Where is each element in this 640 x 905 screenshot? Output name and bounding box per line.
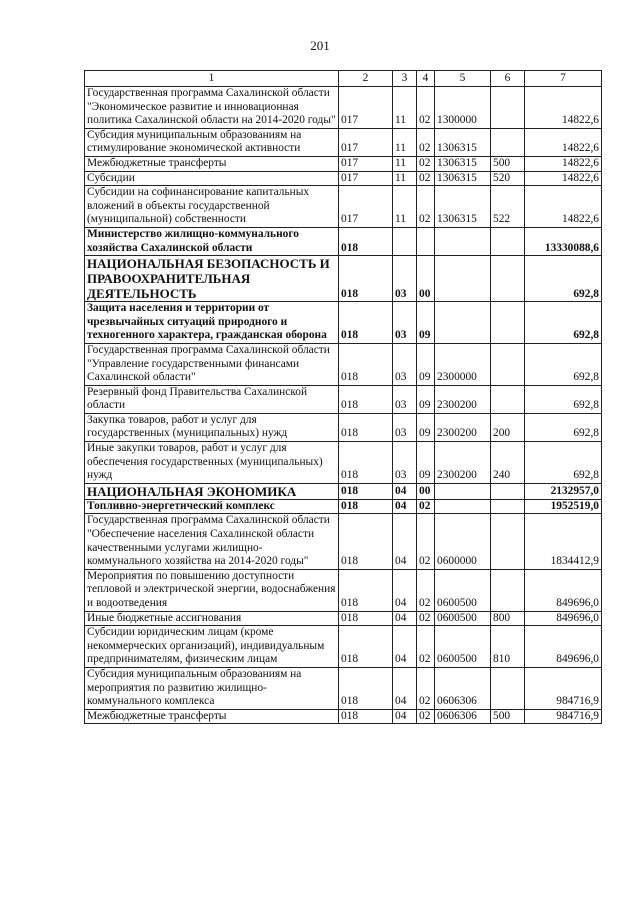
expense-type-cell [491, 343, 525, 385]
ministry-code-cell: 018 [339, 499, 393, 514]
table-row [85, 128, 602, 156]
table-row [85, 87, 602, 129]
row-name-cell: Государственная программа Сахалинской области "Экономическое развитие и инновационная политика Сахалинской области на 2014-2020 годы" [85, 87, 339, 129]
row-name-cell: НАЦИОНАЛЬНАЯ БЕЗОПАСНОСТЬ И ПРАВООХРАНИТЕЛЬНАЯ ДЕЯТЕЛЬНОСТЬ [85, 256, 339, 302]
section-code-cell: 03 [393, 442, 417, 484]
article-code-cell: 0600500 [435, 626, 491, 668]
row-name-cell: Субсидии на софинансирование капитальных вложений в объекты государственной (муниципальной) собственности [85, 186, 339, 228]
row-name-cell: Министерство жилищно-коммунального хозяйства Сахалинской области [85, 227, 339, 255]
article-code-cell: 0600000 [435, 514, 491, 569]
sum-cell: 2132957,0 [525, 483, 602, 499]
table-row [85, 667, 602, 709]
subsection-code-cell: 02 [417, 667, 435, 709]
table-row [85, 709, 602, 724]
subsection-code-cell: 00 [417, 483, 435, 499]
ministry-code-cell: 018 [339, 483, 393, 499]
ministry-code-cell: 018 [339, 626, 393, 668]
ministry-code-cell: 017 [339, 128, 393, 156]
ministry-code-cell: 018 [339, 413, 393, 441]
row-name-cell: Защита населения и территории от чрезвычайных ситуаций природного и техногенного характера, гражданская оборона [85, 302, 339, 344]
article-code-cell: 0606306 [435, 709, 491, 724]
ministry-code-cell: 018 [339, 256, 393, 302]
subsection-code-cell: 02 [417, 626, 435, 668]
expense-type-cell [491, 514, 525, 569]
subsection-code-cell: 00 [417, 256, 435, 302]
subsection-code-cell: 02 [417, 128, 435, 156]
row-name-cell: Субсидии юридическим лицам (кроме некоммерческих организаций), индивидуальным предпринимателям, физическим лицам [85, 626, 339, 668]
article-code-cell: 0600500 [435, 611, 491, 626]
expense-type-cell [491, 302, 525, 344]
row-name-cell: Межбюджетные трансферты [85, 156, 339, 171]
ministry-code-cell: 017 [339, 171, 393, 186]
table-row [85, 343, 602, 385]
expense-type-cell [491, 499, 525, 514]
row-name-cell: Государственная программа Сахалинской области "Управление государственными финансами Сахалинской области" [85, 343, 339, 385]
row-name-cell: Мероприятия по повышению доступности тепловой и электрической энергии, водоснабжения и водоотведения [85, 569, 339, 611]
sum-cell: 14822,6 [525, 87, 602, 129]
ministry-code-cell: 018 [339, 227, 393, 255]
article-code-cell: 1306315 [435, 156, 491, 171]
row-name-cell: Субсидия муниципальным образованиям на стимулирование экономической активности [85, 128, 339, 156]
sum-cell: 692,8 [525, 413, 602, 441]
ministry-code-cell: 018 [339, 709, 393, 724]
row-name-cell: НАЦИОНАЛЬНАЯ ЭКОНОМИКА [85, 483, 339, 499]
expense-type-cell [491, 256, 525, 302]
subsection-code-cell: 09 [417, 302, 435, 344]
section-code-cell: 04 [393, 709, 417, 724]
table-row [85, 186, 602, 228]
article-code-cell: 0600500 [435, 569, 491, 611]
table-row [85, 569, 602, 611]
section-code-cell: 03 [393, 413, 417, 441]
expense-type-cell: 500 [491, 156, 525, 171]
article-code-cell: 1306315 [435, 128, 491, 156]
expense-type-cell [491, 227, 525, 255]
section-code-cell [393, 227, 417, 255]
table-row [85, 413, 602, 441]
row-name-cell: Государственная программа Сахалинской области "Обеспечение населения Сахалинской области качественными услугами жилищно-коммунального хозяйства на 2014-2020 годы" [85, 514, 339, 569]
expense-type-cell: 522 [491, 186, 525, 228]
column-header: 2 [339, 71, 393, 87]
ministry-code-cell: 018 [339, 343, 393, 385]
article-code-cell: 1306315 [435, 171, 491, 186]
column-header: 3 [393, 71, 417, 87]
article-code-cell: 1300000 [435, 87, 491, 129]
budget-table-body [85, 71, 602, 724]
section-code-cell: 04 [393, 514, 417, 569]
expense-type-cell [491, 128, 525, 156]
table-header-row [85, 71, 602, 87]
section-code-cell: 04 [393, 483, 417, 499]
article-code-cell: 2300200 [435, 385, 491, 413]
article-code-cell: 2300200 [435, 413, 491, 441]
expense-type-cell: 520 [491, 171, 525, 186]
section-code-cell: 11 [393, 171, 417, 186]
expense-type-cell [491, 483, 525, 499]
subsection-code-cell: 02 [417, 611, 435, 626]
ministry-code-cell: 017 [339, 87, 393, 129]
table-row [85, 171, 602, 186]
section-code-cell: 03 [393, 343, 417, 385]
sum-cell: 849696,0 [525, 611, 602, 626]
sum-cell: 14822,6 [525, 186, 602, 228]
expense-type-cell [491, 667, 525, 709]
page-number: 201 [310, 38, 330, 53]
subsection-code-cell: 02 [417, 514, 435, 569]
subsection-code-cell: 02 [417, 569, 435, 611]
subsection-code-cell [417, 227, 435, 255]
sum-cell: 13330088,6 [525, 227, 602, 255]
ministry-code-cell: 017 [339, 156, 393, 171]
expense-type-cell [491, 569, 525, 611]
sum-cell: 984716,9 [525, 709, 602, 724]
column-header: 6 [491, 71, 525, 87]
article-code-cell: 1306315 [435, 186, 491, 228]
sum-cell: 692,8 [525, 343, 602, 385]
table-row [85, 156, 602, 171]
row-name-cell: Межбюджетные трансферты [85, 709, 339, 724]
section-code-cell: 11 [393, 186, 417, 228]
sum-cell: 984716,9 [525, 667, 602, 709]
expense-type-cell: 200 [491, 413, 525, 441]
ministry-code-cell: 018 [339, 611, 393, 626]
section-code-cell: 04 [393, 611, 417, 626]
subsection-code-cell: 09 [417, 442, 435, 484]
subsection-code-cell: 02 [417, 499, 435, 514]
expense-type-cell [491, 385, 525, 413]
sum-cell: 692,8 [525, 256, 602, 302]
ministry-code-cell: 017 [339, 186, 393, 228]
subsection-code-cell: 09 [417, 413, 435, 441]
article-code-cell: 2300200 [435, 442, 491, 484]
ministry-code-cell: 018 [339, 442, 393, 484]
table-row [85, 256, 602, 302]
section-code-cell: 04 [393, 569, 417, 611]
subsection-code-cell: 09 [417, 343, 435, 385]
section-code-cell: 03 [393, 256, 417, 302]
section-code-cell: 04 [393, 499, 417, 514]
sum-cell: 1952519,0 [525, 499, 602, 514]
table-row [85, 611, 602, 626]
section-code-cell: 11 [393, 156, 417, 171]
row-name-cell: Субсидии [85, 171, 339, 186]
table-row [85, 483, 602, 499]
subsection-code-cell: 02 [417, 156, 435, 171]
row-name-cell: Топливно-энергетический комплекс [85, 499, 339, 514]
table-row [85, 385, 602, 413]
sum-cell: 692,8 [525, 302, 602, 344]
sum-cell: 849696,0 [525, 569, 602, 611]
row-name-cell: Иные бюджетные ассигнования [85, 611, 339, 626]
ministry-code-cell: 018 [339, 302, 393, 344]
expense-type-cell [491, 87, 525, 129]
column-header: 4 [417, 71, 435, 87]
table-row [85, 442, 602, 484]
sum-cell: 14822,6 [525, 128, 602, 156]
section-code-cell: 03 [393, 302, 417, 344]
sum-cell: 692,8 [525, 442, 602, 484]
table-row [85, 514, 602, 569]
ministry-code-cell: 018 [339, 569, 393, 611]
ministry-code-cell: 018 [339, 514, 393, 569]
row-name-cell: Резервный фонд Правительства Сахалинской области [85, 385, 339, 413]
subsection-code-cell: 02 [417, 709, 435, 724]
expense-type-cell: 240 [491, 442, 525, 484]
sum-cell: 1834412,9 [525, 514, 602, 569]
article-code-cell: 2300000 [435, 343, 491, 385]
budget-table [84, 70, 602, 724]
section-code-cell: 04 [393, 626, 417, 668]
article-code-cell [435, 302, 491, 344]
sum-cell: 14822,6 [525, 156, 602, 171]
table-row [85, 499, 602, 514]
row-name-cell: Закупка товаров, работ и услуг для государственных (муниципальных) нужд [85, 413, 339, 441]
table-row [85, 227, 602, 255]
section-code-cell: 11 [393, 128, 417, 156]
article-code-cell [435, 227, 491, 255]
subsection-code-cell: 02 [417, 87, 435, 129]
ministry-code-cell: 018 [339, 385, 393, 413]
sum-cell: 849696,0 [525, 626, 602, 668]
expense-type-cell: 500 [491, 709, 525, 724]
subsection-code-cell: 02 [417, 171, 435, 186]
section-code-cell: 04 [393, 667, 417, 709]
row-name-cell: Субсидия муниципальным образованиям на мероприятия по развитию жилищно-коммунального комплекса [85, 667, 339, 709]
subsection-code-cell: 02 [417, 186, 435, 228]
expense-type-cell: 800 [491, 611, 525, 626]
subsection-code-cell: 09 [417, 385, 435, 413]
article-code-cell: 0606306 [435, 667, 491, 709]
column-header: 5 [435, 71, 491, 87]
section-code-cell: 03 [393, 385, 417, 413]
row-name-cell: Иные закупки товаров, работ и услуг для обеспечения государственных (муниципальных) нужд [85, 442, 339, 484]
expense-type-cell: 810 [491, 626, 525, 668]
sum-cell: 14822,6 [525, 171, 602, 186]
article-code-cell [435, 256, 491, 302]
sum-cell: 692,8 [525, 385, 602, 413]
table-row [85, 626, 602, 668]
column-header: 1 [85, 71, 339, 87]
article-code-cell [435, 499, 491, 514]
article-code-cell [435, 483, 491, 499]
column-header: 7 [525, 71, 602, 87]
ministry-code-cell: 018 [339, 667, 393, 709]
table-row [85, 302, 602, 344]
section-code-cell: 11 [393, 87, 417, 129]
